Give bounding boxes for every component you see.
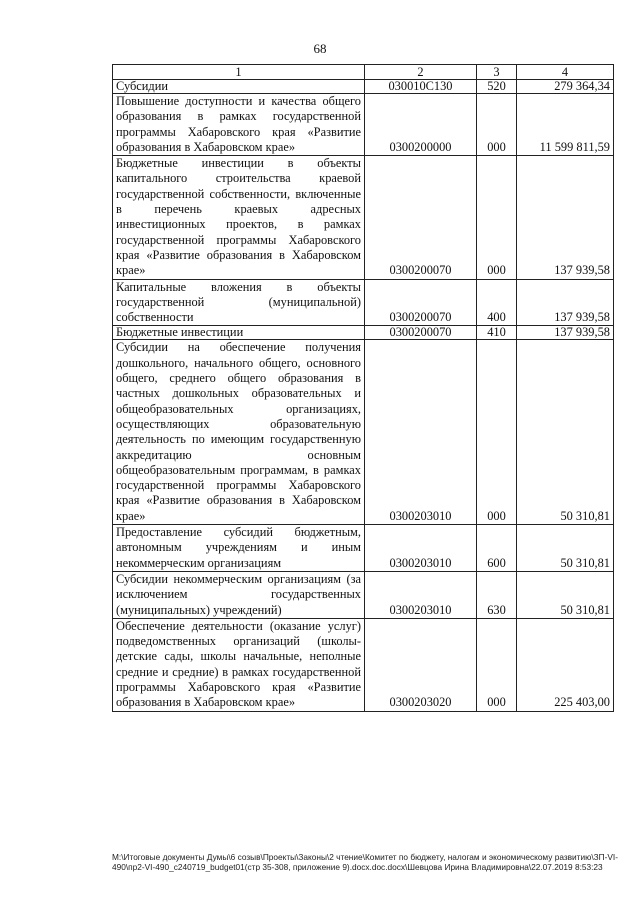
row-name: Субсидии [113,80,365,94]
row-type: 000 [477,618,517,711]
row-name: Предоставление субсидий бюджетным, автономным учреждениям и иным некоммерческим организациям [113,525,365,572]
row-type: 520 [477,80,517,94]
row-amount: 279 364,34 [517,80,614,94]
file-path-footer: М:\Итоговые документы Думы\6 созыв\Проекты\Законы\2 чтение\Комитет по бюджету, налогам и экономическому развитию\ЗП-VI-490\пр2-VI-490_с240719_budget01(стр 35-308, приложение 9).docx.doc.docx\Шевцова Ирина Владимировна\22.07.2019 8:53:23 [112,852,618,872]
row-amount: 137 939,58 [517,326,614,340]
row-type: 410 [477,326,517,340]
row-type: 400 [477,279,517,326]
row-type: 000 [477,340,517,525]
row-code: 0300200070 [365,156,477,279]
column-header-2: 2 [365,65,477,80]
row-name: Субсидии некоммерческим организациям (за исключением государственных (муниципальных) учреждений) [113,571,365,618]
column-header-1: 1 [113,65,365,80]
row-code: 0300203010 [365,525,477,572]
row-type: 000 [477,156,517,279]
row-code: 0300203010 [365,571,477,618]
row-amount: 225 403,00 [517,618,614,711]
table-row [113,340,614,525]
table-row [113,94,614,156]
table-row [113,279,614,326]
row-code: 0300200070 [365,326,477,340]
row-code: 0300203010 [365,340,477,525]
row-type: 630 [477,571,517,618]
table-row [113,525,614,572]
row-name: Субсидии на обеспечение получения дошкольного, начального общего, основного общего, среднего общего образования в частных дошкольных образовательных и общеобразовательных организациях, осуществляющих образовательную деятельность по имеющим государственную аккредитацию основным общеобразовательным программам, в рамках государственной программы Хабаровского края «Развитие образования в Хабаровском крае» [113,340,365,525]
row-name: Обеспечение деятельности (оказание услуг) подведомственных организаций (школы-детские сады, школы начальные, неполные средние и средние) в рамках государственной программы Хабаровского края «Развитие образования в Хабаровском крае» [113,618,365,711]
row-amount: 50 310,81 [517,340,614,525]
row-amount: 137 939,58 [517,156,614,279]
row-code: 0300203020 [365,618,477,711]
table-row [113,618,614,711]
page-number: 68 [313,41,327,56]
table-row [113,80,614,94]
row-amount: 50 310,81 [517,525,614,572]
row-type: 600 [477,525,517,572]
row-name: Капитальные вложения в объекты государственной (муниципальной) собственности [113,279,365,326]
row-type: 000 [477,94,517,156]
row-code: 0300200070 [365,279,477,326]
row-code: 0300200000 [365,94,477,156]
table-header-row [113,65,614,80]
row-code: 030010C130 [365,80,477,94]
column-header-4: 4 [517,65,614,80]
row-amount: 11 599 811,59 [517,94,614,156]
column-header-3: 3 [477,65,517,80]
row-amount: 137 939,58 [517,279,614,326]
table-row [113,326,614,340]
row-name: Бюджетные инвестиции в объекты капитального строительства краевой государственной собственности, включенные в перечень краевых адресных инвестиционных проектов, в рамках государственной программы Хабаровского края «Развитие образования в Хабаровском крае» [113,156,365,279]
row-name: Повышение доступности и качества общего образования в рамках государственной программы Хабаровского края «Развитие образования в Хабаровском крае» [113,94,365,156]
row-amount: 50 310,81 [517,571,614,618]
row-name: Бюджетные инвестиции [113,326,365,340]
table-row [113,571,614,618]
table-row [113,156,614,279]
budget-table [112,64,614,712]
